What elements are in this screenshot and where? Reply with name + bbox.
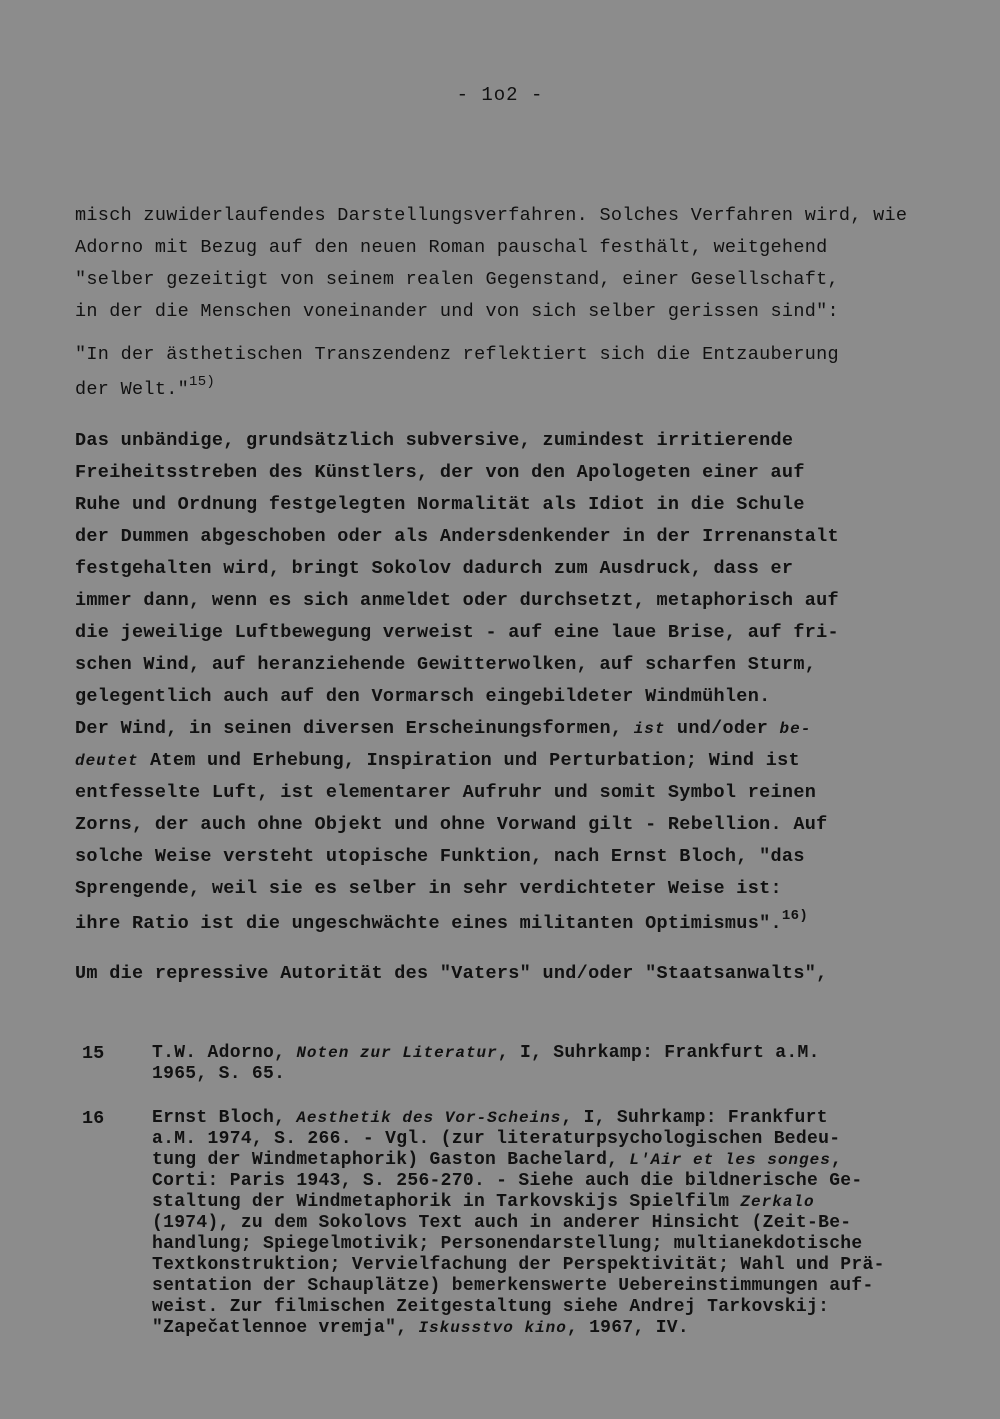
footnote-text: , I, Suhrkamp: Frankfurt bbox=[561, 1108, 828, 1128]
footnote-line: Textkonstruktion; Vervielfachung der Perspektivität; Wahl und Prä- bbox=[152, 1255, 885, 1275]
body-line: entfesselte Luft, ist elementarer Aufruhr und somit Symbol reinen bbox=[75, 782, 817, 803]
body-text: und/oder bbox=[665, 718, 780, 739]
body-line bbox=[75, 718, 811, 739]
body-line: Das unbändige, grundsätzlich subversive, zumindest irritierende bbox=[75, 430, 794, 451]
footnote-line bbox=[152, 1108, 828, 1128]
body-line: die jeweilige Luftbewegung verweist - auf eine laue Brise, auf fri- bbox=[75, 622, 839, 643]
footnote-number: 15 bbox=[82, 1043, 105, 1064]
footnote-text: tung der Windmetaphorik) Gaston Bachelard, bbox=[152, 1150, 630, 1170]
footnote-title: Noten zur Literatur bbox=[296, 1044, 498, 1062]
footnote-mark-16: 16) bbox=[781, 908, 809, 924]
footnote-text: staltung der Windmetaphorik in Tarkovskijs Spielfilm bbox=[152, 1192, 741, 1212]
body-line: in der die Menschen voneinander und von sich selber gerissen sind": bbox=[75, 301, 839, 322]
footnote-title: L'Air et les songes bbox=[629, 1151, 831, 1169]
footnote-line: Corti: Paris 1943, S. 256-270. - Siehe auch die bildnerische Ge- bbox=[152, 1171, 863, 1191]
body-line: Um die repressive Autorität des "Vaters" und/oder "Staatsanwalts", bbox=[75, 963, 828, 984]
footnote-line bbox=[152, 1192, 815, 1212]
body-line: "selber gezeitigt von seinem realen Gegenstand, einer Gesellschaft, bbox=[75, 269, 839, 290]
footnote-line bbox=[152, 1318, 689, 1338]
body-line bbox=[75, 910, 808, 934]
footnote-number: 16 bbox=[82, 1108, 105, 1129]
footnote-title: Aesthetik des Vor-Scheins bbox=[296, 1109, 562, 1127]
italic-text: ist bbox=[633, 720, 666, 738]
body-line: der Dummen abgeschoben oder als Andersdenkender in der Irrenanstalt bbox=[75, 526, 839, 547]
footnote-mark-15: 15) bbox=[189, 374, 216, 390]
body-line: Ruhe und Ordnung festgelegten Normalität als Idiot in die Schule bbox=[75, 494, 805, 515]
body-line: Adorno mit Bezug auf den neuen Roman pauschal festhält, weitgehend bbox=[75, 237, 828, 258]
footnote-text: Ernst Bloch, bbox=[152, 1108, 297, 1128]
body-text: Atem und Erhebung, Inspiration und Perturbation; Wind ist bbox=[138, 750, 800, 771]
footnote-text: "Zapečatlennoe vremja", bbox=[152, 1318, 419, 1338]
body-line: solche Weise versteht utopische Funktion, nach Ernst Bloch, "das bbox=[75, 846, 805, 867]
quote-line: "In der ästhetischen Transzendenz reflektiert sich die Entzauberung bbox=[75, 344, 839, 365]
footnote-text: , bbox=[830, 1150, 842, 1170]
quote-text: der Welt." bbox=[75, 379, 190, 401]
footnote-line: (1974), zu dem Sokolovs Text auch in anderer Hinsicht (Zeit-Be- bbox=[152, 1213, 852, 1233]
body-text: ihre Ratio ist die ungeschwächte eines militanten Optimismus". bbox=[75, 913, 782, 935]
body-line: Zorns, der auch ohne Objekt und ohne Vorwand gilt - Rebellion. Auf bbox=[75, 814, 828, 835]
italic-text: be- bbox=[779, 720, 812, 738]
body-line: Sprengende, weil sie es selber in sehr verdichteter Weise ist: bbox=[75, 878, 782, 899]
footnote-line: a.M. 1974, S. 266. - Vgl. (zur literaturpsychologischen Bedeu- bbox=[152, 1129, 841, 1149]
footnote-text: , 1967, IV. bbox=[566, 1318, 689, 1338]
body-line: misch zuwiderlaufendes Darstellungsverfahren. Solches Verfahren wird, wie bbox=[75, 205, 908, 226]
body-line: schen Wind, auf heranziehende Gewitterwolken, auf scharfen Sturm, bbox=[75, 654, 817, 675]
body-line: Freiheitsstreben des Künstlers, der von den Apologeten einer auf bbox=[75, 462, 805, 483]
body-line bbox=[75, 750, 800, 771]
body-line: gelegentlich auch auf den Vormarsch eingebildeter Windmühlen. bbox=[75, 686, 771, 707]
footnote-line: handlung; Spiegelmotivik; Personendarstellung; multianekdotische bbox=[152, 1234, 863, 1254]
footnote-title: Iskusstvo kino bbox=[418, 1319, 567, 1337]
footnote-line: 1965, S. 65. bbox=[152, 1064, 286, 1084]
body-line: festgehalten wird, bringt Sokolov dadurch zum Ausdruck, dass er bbox=[75, 558, 794, 579]
footnote-line: sentation der Schauplätze) bemerkenswerte Uebereinstimmungen auf- bbox=[152, 1276, 874, 1296]
body-text: Der Wind, in seinen diversen Erscheinungsformen, bbox=[75, 718, 634, 739]
footnote-line bbox=[152, 1150, 842, 1170]
body-line: immer dann, wenn es sich anmeldet oder durchsetzt, metaphorisch auf bbox=[75, 590, 839, 611]
page-number: - 1o2 - bbox=[456, 84, 544, 106]
footnote-line: weist. Zur filmischen Zeitgestaltung siehe Andrej Tarkovskij: bbox=[152, 1297, 830, 1317]
italic-text: deutet bbox=[75, 752, 139, 770]
quote-line bbox=[75, 376, 215, 400]
footnote-line bbox=[152, 1043, 820, 1063]
footnote-text: , I, Suhrkamp: Frankfurt a.M. bbox=[497, 1043, 820, 1063]
footnote-title: Zerkalo bbox=[740, 1193, 815, 1211]
footnote-text: T.W. Adorno, bbox=[152, 1043, 297, 1063]
